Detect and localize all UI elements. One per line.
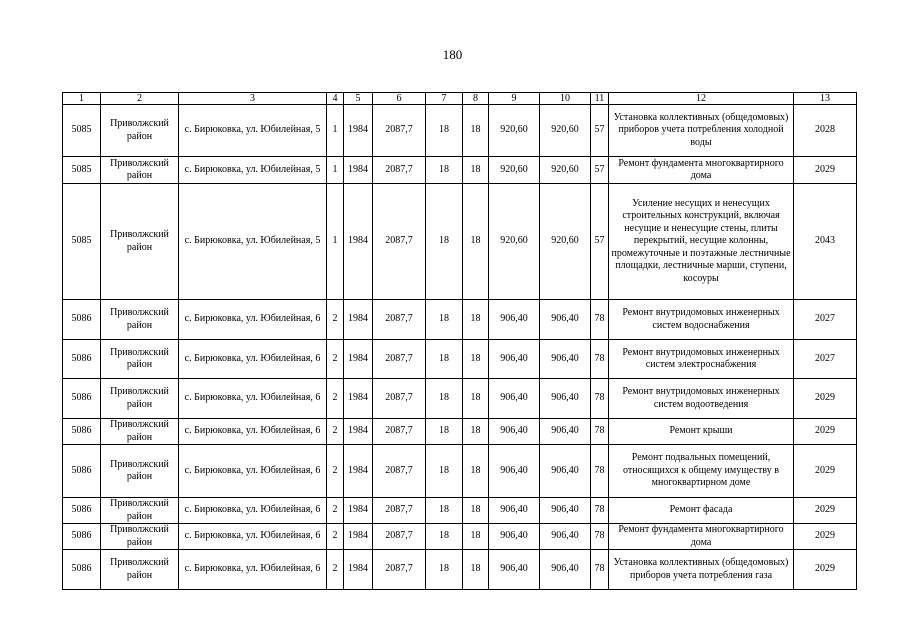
work-type: Установка коллективных (общедомовых) приборов учета потребления холодной воды xyxy=(609,105,794,157)
table-row xyxy=(63,498,857,524)
col-4: 1 xyxy=(327,105,344,157)
col-11: 78 xyxy=(591,550,609,590)
area: 2087,7 xyxy=(373,445,426,498)
planned-year: 2029 xyxy=(794,524,857,550)
col-11: 78 xyxy=(591,379,609,419)
table-row xyxy=(63,524,857,550)
col-4: 2 xyxy=(327,340,344,379)
district: Приволжский район xyxy=(101,445,179,498)
col-10: 906,40 xyxy=(540,498,591,524)
planned-year: 2029 xyxy=(794,498,857,524)
house-id: 5086 xyxy=(63,445,101,498)
district: Приволжский район xyxy=(101,184,179,300)
planned-year: 2029 xyxy=(794,445,857,498)
house-id: 5085 xyxy=(63,157,101,184)
column-number: 7 xyxy=(426,93,463,105)
table-row xyxy=(63,105,857,157)
area: 2087,7 xyxy=(373,340,426,379)
planned-year: 2043 xyxy=(794,184,857,300)
col-4: 2 xyxy=(327,524,344,550)
col-8: 18 xyxy=(463,498,489,524)
col-4: 2 xyxy=(327,550,344,590)
planned-year: 2027 xyxy=(794,340,857,379)
year: 1984 xyxy=(344,498,373,524)
col-11: 78 xyxy=(591,524,609,550)
district: Приволжский район xyxy=(101,550,179,590)
year: 1984 xyxy=(344,550,373,590)
column-number: 10 xyxy=(540,93,591,105)
work-type: Усиление несущих и ненесущих строительных конструкций, включая несущие и ненесущие стены, плиты перекрытий, несущие колонны, промежуточные и поэтажные лестничные площадки, лестничные марши, ступени, косоуры xyxy=(609,184,794,300)
house-id: 5086 xyxy=(63,419,101,445)
column-number: 8 xyxy=(463,93,489,105)
table-row xyxy=(63,550,857,590)
col-11: 78 xyxy=(591,445,609,498)
house-id: 5086 xyxy=(63,498,101,524)
col-10: 920,60 xyxy=(540,184,591,300)
work-type: Ремонт внутридомовых инженерных систем электроснабжения xyxy=(609,340,794,379)
col-8: 18 xyxy=(463,300,489,340)
table-row xyxy=(63,157,857,184)
address: с. Бирюковка, ул. Юбилейная, 6 xyxy=(179,340,327,379)
address: с. Бирюковка, ул. Юбилейная, 6 xyxy=(179,524,327,550)
col-7: 18 xyxy=(426,379,463,419)
planned-year: 2028 xyxy=(794,105,857,157)
col-7: 18 xyxy=(426,524,463,550)
year: 1984 xyxy=(344,524,373,550)
table-row xyxy=(63,379,857,419)
col-9: 906,40 xyxy=(489,445,540,498)
district: Приволжский район xyxy=(101,419,179,445)
district: Приволжский район xyxy=(101,300,179,340)
table-row xyxy=(63,184,857,300)
col-8: 18 xyxy=(463,340,489,379)
area: 2087,7 xyxy=(373,157,426,184)
address: с. Бирюковка, ул. Юбилейная, 6 xyxy=(179,419,327,445)
col-11: 78 xyxy=(591,498,609,524)
planned-year: 2027 xyxy=(794,300,857,340)
district: Приволжский район xyxy=(101,498,179,524)
col-7: 18 xyxy=(426,419,463,445)
address: с. Бирюковка, ул. Юбилейная, 5 xyxy=(179,184,327,300)
column-number: 13 xyxy=(794,93,857,105)
area: 2087,7 xyxy=(373,105,426,157)
district: Приволжский район xyxy=(101,524,179,550)
col-4: 2 xyxy=(327,419,344,445)
house-id: 5086 xyxy=(63,340,101,379)
col-7: 18 xyxy=(426,184,463,300)
col-9: 920,60 xyxy=(489,184,540,300)
address: с. Бирюковка, ул. Юбилейная, 5 xyxy=(179,157,327,184)
col-9: 906,40 xyxy=(489,550,540,590)
col-10: 906,40 xyxy=(540,550,591,590)
col-7: 18 xyxy=(426,498,463,524)
planned-year: 2029 xyxy=(794,419,857,445)
address: с. Бирюковка, ул. Юбилейная, 5 xyxy=(179,105,327,157)
work-type: Ремонт внутридомовых инженерных систем водоснабжения xyxy=(609,300,794,340)
area: 2087,7 xyxy=(373,524,426,550)
col-8: 18 xyxy=(463,105,489,157)
col-9: 906,40 xyxy=(489,300,540,340)
planned-year: 2029 xyxy=(794,379,857,419)
house-id: 5086 xyxy=(63,379,101,419)
column-number: 5 xyxy=(344,93,373,105)
house-id: 5086 xyxy=(63,300,101,340)
col-8: 18 xyxy=(463,157,489,184)
work-type: Ремонт крыши xyxy=(609,419,794,445)
district: Приволжский район xyxy=(101,379,179,419)
year: 1984 xyxy=(344,184,373,300)
col-8: 18 xyxy=(463,445,489,498)
col-7: 18 xyxy=(426,445,463,498)
col-8: 18 xyxy=(463,379,489,419)
year: 1984 xyxy=(344,300,373,340)
col-8: 18 xyxy=(463,419,489,445)
house-id: 5086 xyxy=(63,524,101,550)
col-8: 18 xyxy=(463,550,489,590)
col-7: 18 xyxy=(426,157,463,184)
col-7: 18 xyxy=(426,105,463,157)
page-number: 180 xyxy=(442,47,463,62)
area: 2087,7 xyxy=(373,498,426,524)
column-number: 2 xyxy=(101,93,179,105)
year: 1984 xyxy=(344,157,373,184)
table-row xyxy=(63,340,857,379)
col-10: 906,40 xyxy=(540,300,591,340)
area: 2087,7 xyxy=(373,300,426,340)
district: Приволжский район xyxy=(101,105,179,157)
col-10: 906,40 xyxy=(540,379,591,419)
district: Приволжский район xyxy=(101,157,179,184)
col-7: 18 xyxy=(426,340,463,379)
work-type: Ремонт фундамента многоквартирного дома xyxy=(609,157,794,184)
col-9: 906,40 xyxy=(489,524,540,550)
table-row xyxy=(63,445,857,498)
col-4: 1 xyxy=(327,184,344,300)
col-4: 1 xyxy=(327,157,344,184)
col-4: 2 xyxy=(327,498,344,524)
col-11: 78 xyxy=(591,300,609,340)
house-id: 5086 xyxy=(63,550,101,590)
year: 1984 xyxy=(344,379,373,419)
work-type: Ремонт подвальных помещений, относящихся к общему имуществу в многоквартирном доме xyxy=(609,445,794,498)
table-row xyxy=(63,419,857,445)
col-9: 906,40 xyxy=(489,379,540,419)
year: 1984 xyxy=(344,445,373,498)
col-4: 2 xyxy=(327,445,344,498)
address: с. Бирюковка, ул. Юбилейная, 6 xyxy=(179,550,327,590)
area: 2087,7 xyxy=(373,419,426,445)
col-9: 906,40 xyxy=(489,340,540,379)
col-9: 906,40 xyxy=(489,498,540,524)
address: с. Бирюковка, ул. Юбилейная, 6 xyxy=(179,300,327,340)
column-number: 11 xyxy=(591,93,609,105)
column-number-row xyxy=(63,93,857,105)
district: Приволжский район xyxy=(101,340,179,379)
work-type: Ремонт фундамента многоквартирного дома xyxy=(609,524,794,550)
table-row xyxy=(63,300,857,340)
col-11: 78 xyxy=(591,419,609,445)
year: 1984 xyxy=(344,340,373,379)
col-10: 906,40 xyxy=(540,524,591,550)
column-number: 4 xyxy=(327,93,344,105)
col-10: 920,60 xyxy=(540,157,591,184)
col-11: 78 xyxy=(591,340,609,379)
column-number: 6 xyxy=(373,93,426,105)
col-9: 906,40 xyxy=(489,419,540,445)
col-4: 2 xyxy=(327,300,344,340)
col-9: 920,60 xyxy=(489,105,540,157)
col-8: 18 xyxy=(463,524,489,550)
planned-year: 2029 xyxy=(794,550,857,590)
col-11: 57 xyxy=(591,105,609,157)
col-10: 920,60 xyxy=(540,105,591,157)
col-11: 57 xyxy=(591,157,609,184)
column-number: 1 xyxy=(63,93,101,105)
address: с. Бирюковка, ул. Юбилейная, 6 xyxy=(179,498,327,524)
col-7: 18 xyxy=(426,300,463,340)
col-11: 57 xyxy=(591,184,609,300)
address: с. Бирюковка, ул. Юбилейная, 6 xyxy=(179,379,327,419)
col-10: 906,40 xyxy=(540,419,591,445)
year: 1984 xyxy=(344,105,373,157)
col-7: 18 xyxy=(426,550,463,590)
planned-year: 2029 xyxy=(794,157,857,184)
work-type: Ремонт внутридомовых инженерных систем водоотведения xyxy=(609,379,794,419)
work-type: Ремонт фасада xyxy=(609,498,794,524)
col-9: 920,60 xyxy=(489,157,540,184)
column-number: 3 xyxy=(179,93,327,105)
year: 1984 xyxy=(344,419,373,445)
area: 2087,7 xyxy=(373,379,426,419)
area: 2087,7 xyxy=(373,184,426,300)
house-id: 5085 xyxy=(63,105,101,157)
address: с. Бирюковка, ул. Юбилейная, 6 xyxy=(179,445,327,498)
col-4: 2 xyxy=(327,379,344,419)
work-type: Установка коллективных (общедомовых) приборов учета потребления газа xyxy=(609,550,794,590)
repair-program-table xyxy=(62,92,857,590)
column-number: 9 xyxy=(489,93,540,105)
house-id: 5085 xyxy=(63,184,101,300)
col-10: 906,40 xyxy=(540,340,591,379)
column-number: 12 xyxy=(609,93,794,105)
area: 2087,7 xyxy=(373,550,426,590)
col-8: 18 xyxy=(463,184,489,300)
col-10: 906,40 xyxy=(540,445,591,498)
